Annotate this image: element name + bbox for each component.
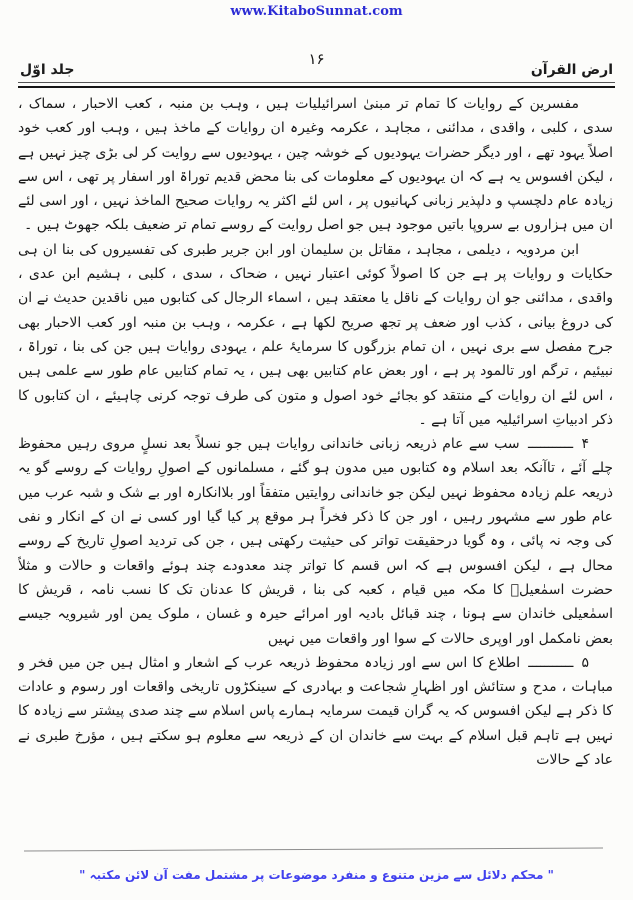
page-header xyxy=(20,52,613,78)
item-marker: ۴ xyxy=(581,436,590,453)
page-number: ۱۶ xyxy=(308,50,325,68)
paragraph xyxy=(18,92,613,238)
paragraph-text: مفسرین کے روایات کا تمام تر مبنیٰ اسرائیلیات ہیں ، وہب بن منبہ ، کعب الاحبار ، سماک ، سدی ، کلبی ، واقدی ، مدائنی ، مجاہد ، عکرمہ وغیرہ ان روایات کے ماخذ ہیں ، وہب اور کعب خود اصلاً یہود تھے ، اور دیگر حضرات یہودیوں کے خوشہ چین ، یہودیوں سے روایت کر لی بڑی چیز نہیں ہے ، لیکن افسوس یہ ہے کہ ان یہودیوں کے معلومات کی بنا محض قدیم توراۃ اور اسفار پر تھی ، اس سے زیادہ عام دلچسپ و دلپذیر زبانی کہانیوں پر ، اس لئے اکثر یہ روایات صحیح الماخذ نہیں ، اور اسی لئے ان میں ہزاروں بے سروپا باتیں موجود ہیں جو اصل روایت کے روسے تمام تر ضعیف بلکہ جھوٹ ہیں ۔ xyxy=(18,96,613,234)
book-title: ارض القرآن xyxy=(530,62,613,78)
item-marker: ۵ xyxy=(581,654,590,671)
footer-text: " محکم دلائل سے مزین متنوع و منفرد موضوعات پر مشتمل مفت آن لائن مکتبہ " xyxy=(79,868,554,882)
volume-label: جلد اوّل xyxy=(20,62,75,78)
item-dash: ـــــــــــ xyxy=(528,654,574,671)
item-dash: ـــــــــــ xyxy=(528,436,574,453)
paragraph xyxy=(18,238,613,432)
paragraph-text: اطلاع کا اس سے اور زیادہ محفوظ ذریعہ عرب کے اشعار و امثال ہیں جن میں فخر و مباہات ، مدح و ستائش اور اظہارِ شجاعت و بہادری کے سینکڑوں تاریخی واقعات اور رسوم و عادات کا ذکر ہے لیکن افسوس کہ یہ گران قیمت سرمایہ ہمارے پاس اسلام سے چند صدی پیشتر سے زیادہ کا نہیں ہے تاہم قبل اسلام کے بہت سے خاندان ان کے ذریعہ سے معلوم ہو سکتے ہیں ، مؤرخ طبری نے عاد کے حالات xyxy=(18,654,613,769)
bottom-divider xyxy=(24,847,603,851)
paragraph-text: ابن مردویہ ، دیلمی ، مجاہد ، مقاتل بن سلیمان اور ابن جریر طبری کی تفسیروں کی بنا ان ہی حکایات و روایات پر ہے جن کا اصولاً کوئی اعتبار نہیں ، ضحاک ، سدی ، کلبی ، ہشیم ابن عدی ، واقدی ، مدائنی جو ان روایات کے ناقل یا معتقد ہیں ، اسماء الرجال کی کتابوں میں ناقدین حدیث نے ان کی دروغ بیانی ، کذب اور ضعف پر تجھ صریح لکھا ہے ، عکرمہ ، وہب بن منبہ اور کعب الاحبار بھی جرح مفصل سے بری نہیں ، ان تمام بزرگوں کا سرمایۂ علم ، یہودی روایات ہیں جن کی بنا ، توراۃ ، نبیئیم ، ترگم اور تالمود پر ہے ، اور بعض عام کتابیں بھی ہیں ، یہ تمام کتابیں عام طور سے علمی ہیں ، اس لئے ان روایات کے منتقد کو بجائے خود اصول و متون کی طرف توجہ کرنی چاہیئے ، ان کتابوں کا ذکر ادبیاتِ اسرائیلیہ میں آتا ہے ۔ xyxy=(18,241,613,428)
numbered-item xyxy=(18,651,613,772)
paragraph-text: سب سے عام ذریعہ زبانی خاندانی روایات ہیں جو نسلاً بعد نسلٍ مروی رہیں محفوظ چلے آئے ، تاآنکہ بعد اسلام وہ کتابوں میں مدون ہو گئے ، مسلمانوں کے اصولِ روایات کے روسے گو یہ ذریعہ علم زیادہ محفوظ نہیں لیکن جو خاندانی روایتیں متفقاً اور بلاانکارہ اور بے شک و شبہ عرب میں عام طور سے مشہور رہیں ، اور جن کا ذکر فخراً ہر موقع پر کیا گیا اور کسی نے ان کے انکار و نفی کی وجہ نہ پائی ، وہ گویا درحقیقت تواتر کی حیثیت رکھتی ہیں ، جن کی تردید اصولِ تاریخ کے روسے محال ہے ، لیکن افسوس ہے کہ اس قسم کا تواتر چند معدودے چند ہوئے واقعات و حالات و مثلاً حضرت اسمٰعیلؑ کا مکہ میں قیام ، کعبہ کی بنا ، قریش کا عدنان تک کا نسب نامہ ، قریش کا اسمٰعیلی خاندان سے ہونا ، چند قبائل بادیہ اور امرائے حیرہ و غسان ، ملوک یمن اور شیرویہ جیسے بعض نامکمل اور اوپری حالات کے سوا اور واقعات میں نہیں xyxy=(18,436,613,647)
body-text xyxy=(18,92,613,846)
numbered-item xyxy=(18,432,613,651)
watermark-url: www.KitaboSunnat.com xyxy=(230,4,403,19)
header-divider xyxy=(18,82,615,88)
